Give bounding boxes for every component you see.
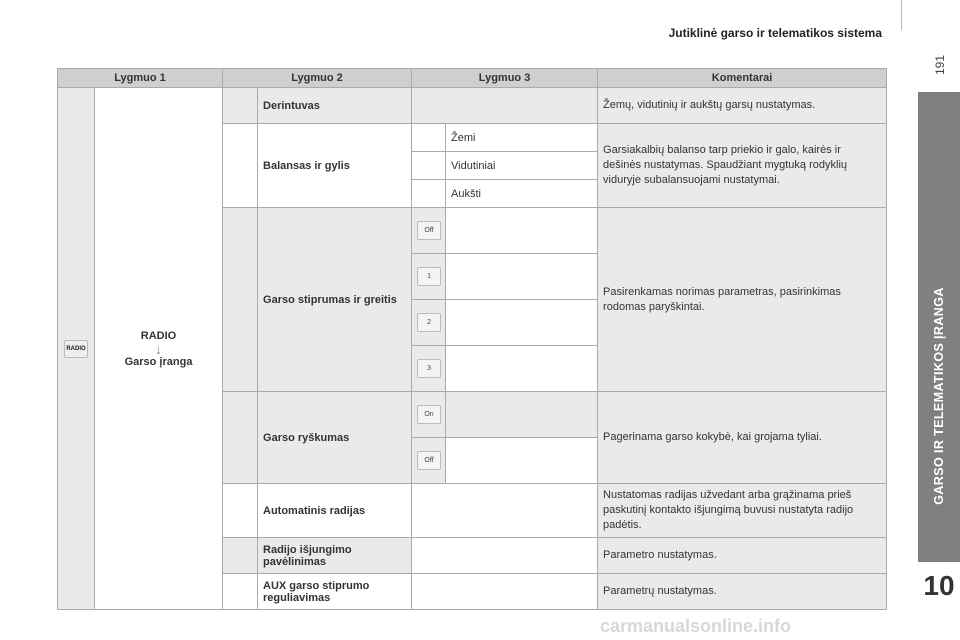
level-3-button-icon: 3	[417, 359, 441, 378]
on-button-icon: On	[417, 405, 441, 424]
off-button-icon: Off	[417, 451, 441, 470]
row-comment: Parametro nustatymas.	[598, 538, 887, 574]
spacer-cell	[223, 484, 258, 538]
empty-cell	[412, 484, 598, 538]
spacer-cell	[223, 88, 258, 124]
option-cell	[412, 438, 446, 484]
empty-cell	[446, 392, 598, 438]
empty-cell	[446, 208, 598, 254]
page-header-title: Jutiklinė garso ir telematikos sistema	[668, 26, 882, 40]
header-comments: Komentarai	[598, 69, 887, 88]
settings-table	[57, 68, 887, 610]
spacer-cell	[223, 124, 258, 208]
header-divider	[901, 0, 902, 30]
header-level1: Lygmuo 1	[58, 69, 223, 88]
spacer-cell	[223, 574, 258, 610]
off-button-icon: Off	[417, 221, 441, 240]
row-label: Radijo išjungimo pavėlinimas	[258, 538, 412, 574]
row-comment: Pasirenkamas norimas parametras, pasirinkimas rodomas paryškintai.	[598, 208, 887, 392]
row-label: Balansas ir gylis	[258, 124, 412, 208]
spacer-cell	[412, 124, 446, 152]
empty-cell	[412, 574, 598, 610]
row-comment: Pagerinama garso kokybė, kai grojama tyliai.	[598, 392, 887, 484]
row-comment: Žemų, vidutinių ir aukštų garsų nustatymas.	[598, 88, 887, 124]
header-level2: Lygmuo 2	[223, 69, 412, 88]
row-comment: Parametrų nustatymas.	[598, 574, 887, 610]
option-cell	[412, 346, 446, 392]
option-cell	[412, 300, 446, 346]
option-cell: Aukšti	[446, 180, 598, 208]
header-level3: Lygmuo 3	[412, 69, 598, 88]
level-1-button-icon: 1	[417, 267, 441, 286]
table-row	[58, 88, 887, 124]
row-label: Garso stiprumas ir greitis	[258, 208, 412, 392]
level2-cell	[95, 88, 223, 610]
spacer-cell	[223, 208, 258, 392]
level1-cell	[58, 88, 95, 610]
row-label: Derintuvas	[258, 88, 412, 124]
row-comment: Garsiakalbių balanso tarp priekio ir galo, kairės ir dešinės nustatymas. Spaudžiant mygtuką rodyklių viduryje subalansuojami nustatymai.	[598, 124, 887, 208]
table-header-row	[58, 69, 887, 88]
spacer-cell	[223, 538, 258, 574]
spacer-cell	[412, 180, 446, 208]
empty-cell	[412, 88, 598, 124]
option-cell	[412, 254, 446, 300]
level-2-button-icon: 2	[417, 313, 441, 332]
row-label: Garso ryškumas	[258, 392, 412, 484]
row-label: AUX garso stiprumo reguliavimas	[258, 574, 412, 610]
arrow-down-icon: ↓	[155, 340, 162, 357]
option-cell	[412, 392, 446, 438]
watermark: carmanualsonline.info	[600, 616, 792, 636]
radio-subtitle: Garso įranga	[124, 355, 193, 368]
empty-cell	[412, 538, 598, 574]
spacer-cell	[223, 392, 258, 484]
page-number: 191	[933, 54, 947, 76]
radio-title: RADIO	[140, 329, 177, 342]
chapter-title: GARSO IR TELEMATIKOS ĮRANGA	[932, 287, 946, 505]
row-comment: Nustatomas radijas užvedant arba grąžinama prieš paskutinį kontakto išjungimą buvusi nustatyta radijo padėtis.	[598, 484, 887, 538]
spacer-cell	[412, 152, 446, 180]
row-label: Automatinis radijas	[258, 484, 412, 538]
empty-cell	[446, 346, 598, 392]
radio-icon: RADIO	[64, 340, 88, 358]
empty-cell	[446, 438, 598, 484]
empty-cell	[446, 254, 598, 300]
empty-cell	[446, 300, 598, 346]
option-cell	[412, 208, 446, 254]
option-cell: Žemi	[446, 124, 598, 152]
chapter-number: 10	[918, 562, 960, 610]
option-cell: Vidutiniai	[446, 152, 598, 180]
